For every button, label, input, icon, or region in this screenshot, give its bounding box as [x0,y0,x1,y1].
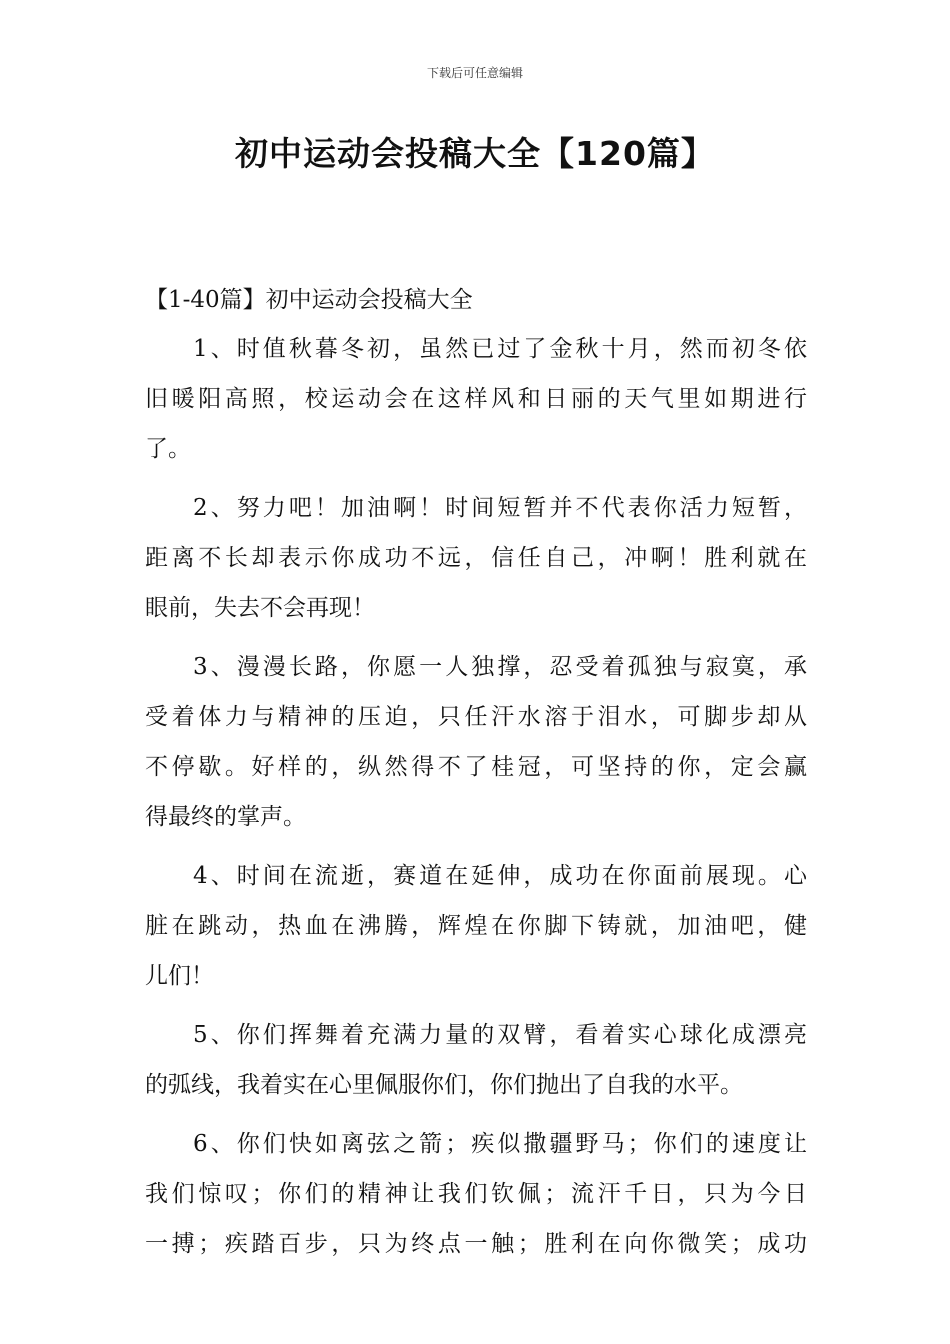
document-title: 初中运动会投稿大全【120篇】 [235,134,715,173]
paragraph-3 [145,642,807,842]
paragraph-line: 旧暖阳高照，校运动会在这样风和日丽的天气里如期进行 [145,386,807,412]
paragraph-line: 5、你们挥舞着充满力量的双臂，看着实心球化成漂亮 [193,1022,807,1048]
paragraph-line: 儿们！ [145,963,214,989]
paragraph-line: 的弧线，我着实在心里佩服你们，你们抛出了自我的水平。 [145,1072,743,1098]
paragraph-line: 1、时值秋暮冬初，虽然已过了金秋十月，然而初冬依 [193,336,807,362]
paragraph-line: 得最终的掌声。 [145,804,306,830]
paragraph-line: 我们惊叹；你们的精神让我们钦佩；流汗千日，只为今日 [145,1181,807,1207]
paragraph-line: 3、漫漫长路，你愿一人独撑，忍受着孤独与寂寞，承 [193,654,807,680]
page-header-note: 下载后可任意编辑 [426,66,523,80]
paragraph-line: 眼前，失去不会再现！ [145,595,375,621]
paragraph-line: 距离不长却表示你成功不远，信任自己，冲啊！胜利就在 [145,545,807,571]
paragraph-line: 2、努力吧！加油啊！时间短暂并不代表你活力短暂， [193,495,807,521]
paragraph-line: 脏在跳动，热血在沸腾，辉煌在你脚下铸就，加油吧，健 [145,913,807,939]
paragraph-line: 不停歇。好样的，纵然得不了桂冠，可坚持的你，定会赢 [145,754,807,780]
paragraph-line: 6、你们快如离弦之箭；疾似撒疆野马；你们的速度让 [193,1131,807,1157]
paragraph-5 [145,1010,807,1110]
paragraph-line: 了。 [145,436,191,462]
paragraph-line: 4、时间在流逝，赛道在延伸，成功在你面前展现。心 [193,863,807,889]
section-heading: 【1-40篇】初中运动会投稿大全 [145,287,473,313]
paragraph-1 [145,324,807,474]
paragraph-4 [145,851,807,1001]
paragraph-2 [145,483,807,633]
paragraph-6 [145,1119,807,1269]
document-body [145,280,807,1278]
paragraph-line: 受着体力与精神的压迫，只任汗水溶于泪水，可脚步却从 [145,704,807,730]
paragraph-line: 一搏；疾踏百步，只为终点一触；胜利在向你微笑；成功 [145,1231,807,1257]
